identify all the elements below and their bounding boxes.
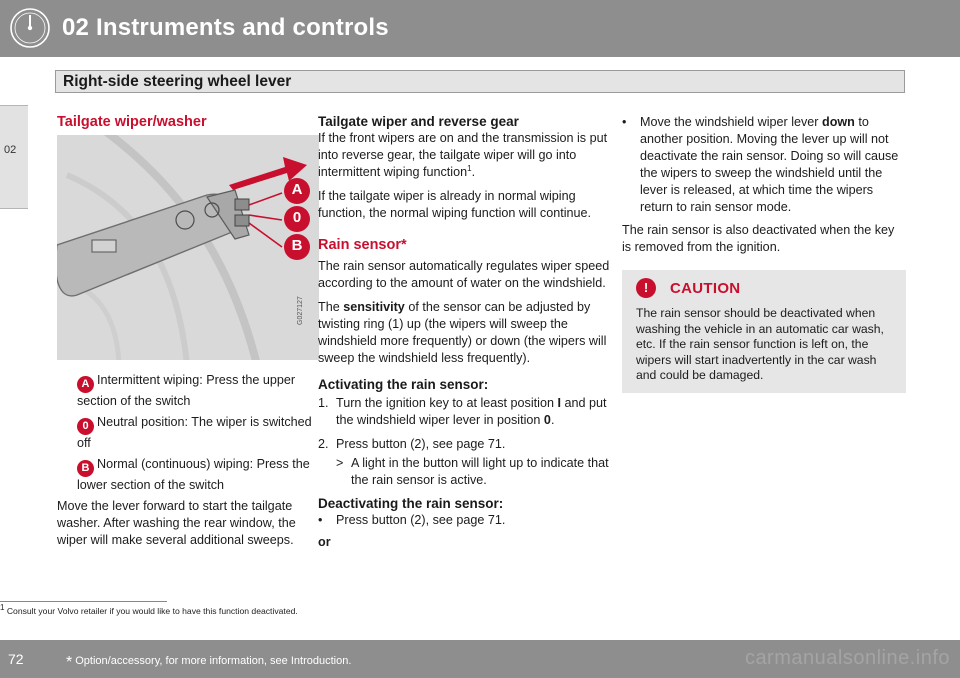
chapter-side-tab	[0, 105, 28, 209]
badge-a: A	[77, 376, 94, 393]
warning-icon: !	[636, 278, 656, 298]
legend-text-a: Intermittent wiping: Press the upper section of the switch	[77, 373, 296, 408]
caution-text: The rain sensor should be deactivated when washing the vehicle in an automatic car wash, etc. If the rain sensor function is left on, the wipers will start inadvertently in the car wash and could be damaged.	[636, 306, 884, 382]
step-1-pre: Turn the ignition key to at least position	[336, 396, 554, 410]
deactivating-heading: Deactivating the rain sensor:	[318, 496, 504, 511]
rain-sensor-heading: Rain sensor*	[318, 237, 407, 253]
result-arrow: >	[336, 456, 344, 470]
lever-down-pre: Move the windshield wiper lever	[640, 115, 819, 129]
deactivate-bullet-item	[318, 512, 614, 529]
figure-label-0: 0	[292, 209, 302, 226]
footer-note	[66, 654, 351, 672]
reverse-p1-end: .	[471, 165, 476, 179]
lever-down-bold: down	[822, 115, 855, 129]
figure-label-a: A	[291, 181, 303, 198]
step-2-number: 2.	[318, 437, 329, 451]
lever-down-text	[640, 114, 906, 216]
step-2-result	[318, 455, 614, 489]
step-1-text	[336, 395, 614, 429]
step-2	[318, 436, 614, 489]
legend-text-b: Normal (continuous) wiping: Press the lower section of the switch	[77, 457, 310, 492]
footnote	[0, 603, 298, 616]
step-1-bold-2: 0	[543, 413, 551, 427]
star-marker: *	[66, 654, 73, 671]
deactivate-text: Press button (2), see page 71.	[336, 513, 506, 527]
rain-p2-pre: The	[318, 300, 340, 314]
column-middle	[318, 114, 614, 551]
footnote-ref: 1	[467, 163, 472, 173]
step-1-bold-1: I	[557, 396, 561, 410]
wiper-lever-illustration	[57, 135, 319, 360]
footnote-divider	[0, 601, 167, 602]
activating-steps	[318, 395, 614, 489]
lever-down-post: to another position. Moving the lever up will not deactivate the rain sensor. Doing so will cause the wipers to sweep the windshield until the lever is released, at which time the wipers return to rain sensor mode.	[640, 115, 899, 214]
caution-title: CAUTION	[670, 279, 741, 297]
page-footer	[0, 640, 960, 678]
badge-b: B	[77, 460, 94, 477]
activating-heading: Activating the rain sensor:	[318, 377, 489, 392]
legend-text-0: Neutral position: The wiper is switched off	[77, 415, 312, 450]
section-title-bar	[55, 70, 905, 93]
watermark: carmanualsonline.info	[744, 647, 950, 669]
lever-down-bullet-item	[622, 114, 906, 216]
step-1	[318, 395, 614, 429]
rain-paragraph-2	[318, 299, 614, 367]
rain-p2-post: of the sensor can be adjusted by twisting ring (1) up (the wipers will sweep the windshield more frequently) or down (the wipers will sweep the windshield less frequently).	[318, 300, 607, 365]
speedometer-icon	[8, 6, 52, 50]
step-1-mid: and put the windshield wiper lever in position	[336, 396, 607, 427]
column-left	[57, 114, 319, 549]
badge-0: 0	[77, 418, 94, 435]
column-right	[622, 114, 906, 393]
figure-label-b: B	[291, 237, 303, 254]
rain-paragraph-1: The rain sensor automatically regulates wiper speed according to the amount of water on the windshield.	[318, 259, 610, 290]
step-1-end: .	[550, 413, 555, 427]
rain-p2-bold: sensitivity	[343, 300, 405, 314]
bullet-dot: •	[622, 115, 627, 129]
figure-code: G027127	[297, 296, 304, 325]
reverse-gear-heading: Tailgate wiper and reverse gear	[318, 114, 519, 129]
chapter-header	[0, 0, 960, 57]
reverse-paragraph-1	[318, 130, 614, 181]
chapter-title: 02 Instruments and controls	[62, 14, 389, 41]
legend-item-b	[77, 456, 319, 494]
or-text: or	[318, 535, 331, 549]
tailgate-heading: Tailgate wiper/washer	[57, 114, 207, 130]
step-2-result-text: A light in the button will light up to indicate that the rain sensor is active.	[351, 456, 609, 487]
legend-item-0	[77, 414, 319, 452]
footnote-mark: 1	[0, 603, 5, 613]
footer-note-text: Option/accessory, for more information, see Introduction.	[75, 655, 352, 667]
reverse-p1-text: If the front wipers are on and the transmission is put into reverse gear, the tailgate wiper will go into intermittent wiping function	[318, 131, 608, 179]
caution-box	[622, 270, 906, 393]
bullet-dot: •	[318, 513, 323, 527]
reverse-paragraph-2: If the tailgate wiper is already in normal wiping function, the normal wiping function will continue.	[318, 189, 592, 220]
tailgate-washer-paragraph: Move the lever forward to start the tailgate washer. After washing the rear window, the wiper will make several additional sweeps.	[57, 499, 296, 547]
figure-legend	[77, 372, 319, 494]
side-tab-label: 02	[4, 144, 17, 156]
page-number: 72	[8, 651, 24, 667]
footnote-text: Consult your Volvo retailer if you would like to have this function deactivated.	[6, 606, 298, 616]
caution-header	[636, 278, 892, 298]
step-1-number: 1.	[318, 396, 329, 410]
legend-item-a	[77, 372, 319, 410]
section-title: Right-side steering wheel lever	[63, 73, 292, 90]
step-2-text: Press button (2), see page 71.	[336, 437, 506, 451]
wiper-lever-figure	[57, 135, 319, 360]
key-removed-paragraph: The rain sensor is also deactivated when the key is removed from the ignition.	[622, 223, 895, 254]
